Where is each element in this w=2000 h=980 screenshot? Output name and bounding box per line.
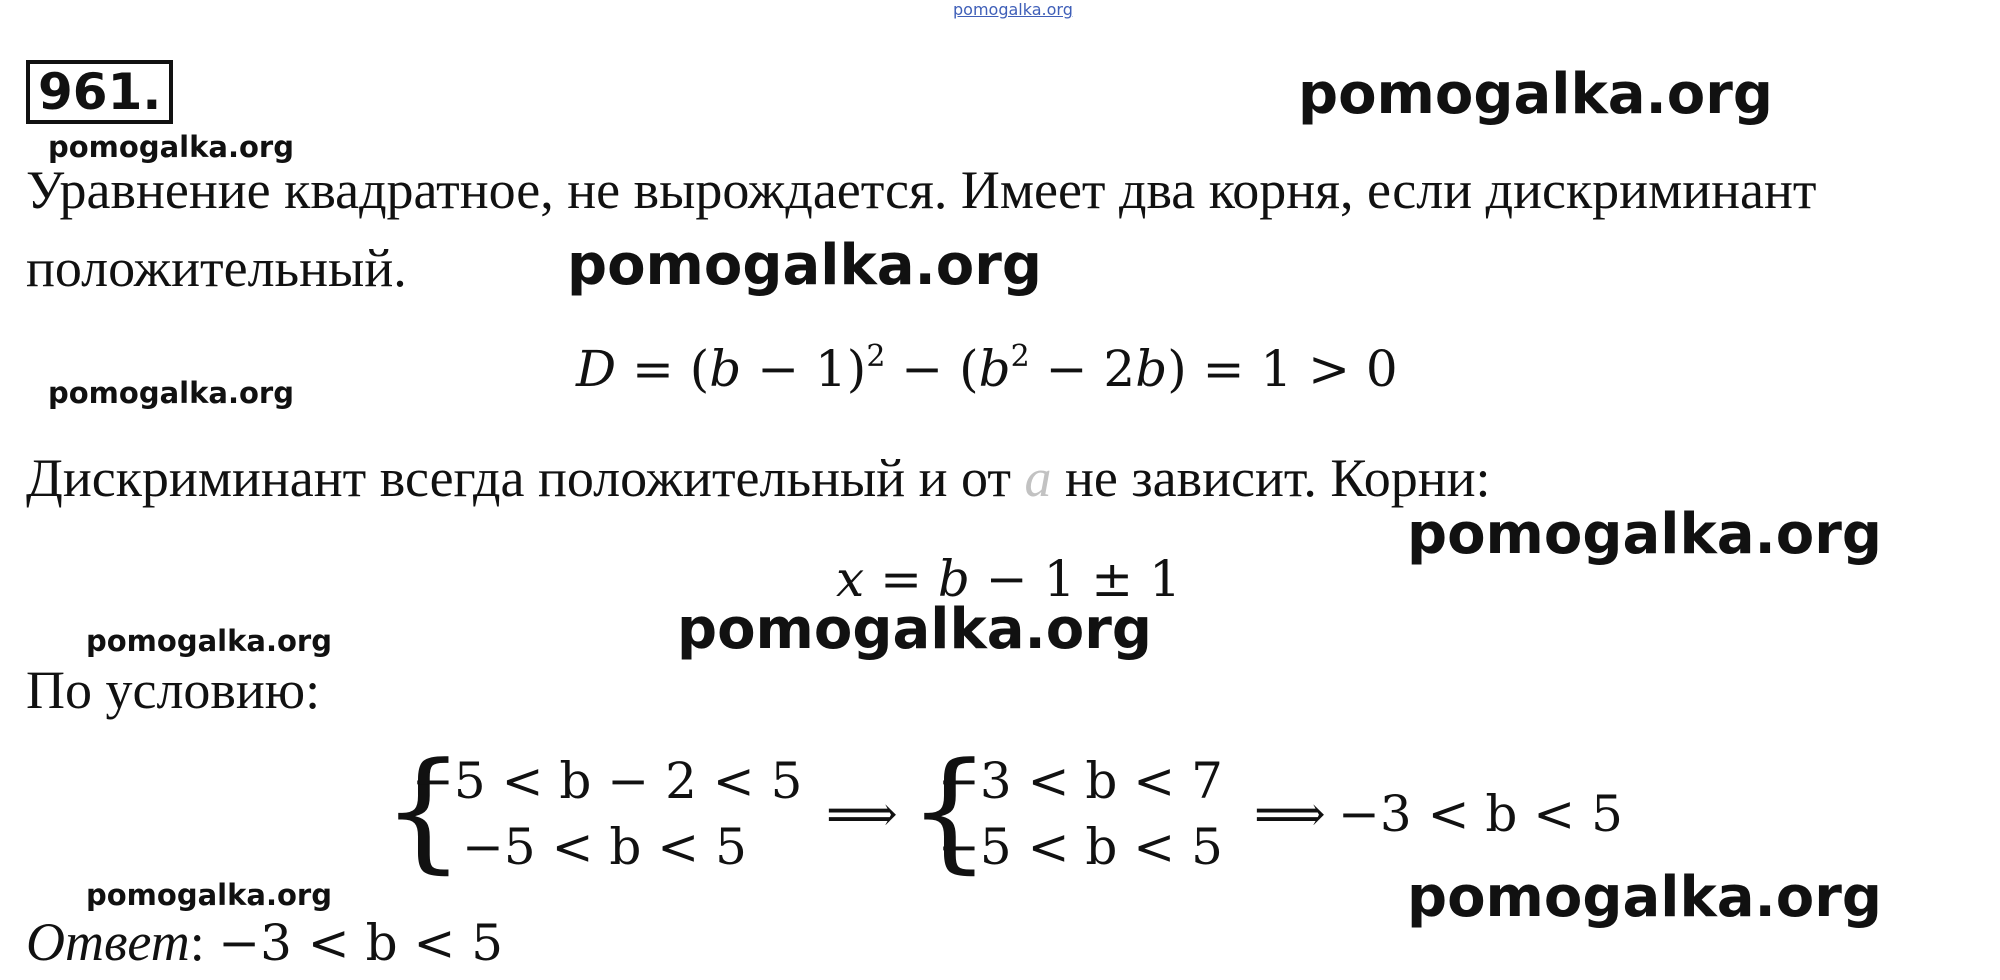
- condition-label: По условию:: [26, 660, 321, 720]
- system1-row1: −5 < b − 2 < 5: [412, 752, 803, 810]
- watermark: pomogalka.org: [48, 376, 294, 410]
- watermark: pomogalka.org: [677, 597, 1152, 662]
- math-text: = (: [616, 340, 710, 398]
- system-result: −3 < b < 5: [1338, 785, 1623, 843]
- top-watermark-link[interactable]: pomogalka.org: [953, 0, 1073, 19]
- discriminant-formula: [576, 340, 1398, 398]
- watermark: pomogalka.org: [86, 878, 332, 912]
- math-text: − 2: [1029, 340, 1136, 398]
- paragraph-text: Дискриминант всегда положительный и от: [26, 448, 1025, 508]
- roots-formula: [836, 550, 1181, 608]
- paragraph-line: Уравнение квадратное, не вырождается. Имеет два корня, если дискриминант: [26, 160, 1817, 220]
- answer-line: [26, 912, 503, 973]
- implies-arrow: ⟹: [1254, 785, 1326, 843]
- system2-row2: −5 < b < 5: [938, 818, 1223, 876]
- math-var: b: [978, 340, 1011, 398]
- watermark: pomogalka.org: [567, 233, 1042, 298]
- math-text: − 1): [741, 340, 867, 398]
- answer-value: −3 < b < 5: [218, 914, 504, 972]
- watermark: pomogalka.org: [1298, 62, 1773, 127]
- answer-colon: :: [189, 912, 219, 972]
- paragraph-text: не зависит. Корни:: [1051, 448, 1491, 508]
- math-text: =: [864, 550, 938, 608]
- math-text: ) = 1 > 0: [1167, 340, 1398, 398]
- math-text: − (: [885, 340, 979, 398]
- problem-number: 961.: [26, 60, 173, 124]
- left-brace: {: [382, 734, 465, 886]
- left-brace: {: [908, 734, 991, 886]
- paragraph-line: [26, 448, 1491, 508]
- math-exponent: 2: [1010, 339, 1030, 374]
- math-var: b: [1135, 340, 1168, 398]
- math-var: b: [937, 550, 970, 608]
- watermark: pomogalka.org: [86, 624, 332, 658]
- math-var: a: [1024, 448, 1052, 508]
- system1-row2: −5 < b < 5: [462, 818, 747, 876]
- system2-row1: −3 < b < 7: [938, 752, 1223, 810]
- math-text: − 1 ± 1: [969, 550, 1181, 608]
- answer-label: Ответ: [26, 912, 190, 972]
- math-var: b: [709, 340, 742, 398]
- watermark: pomogalka.org: [1407, 865, 1882, 930]
- watermark: pomogalka.org: [1407, 502, 1882, 567]
- implies-arrow: ⟹: [826, 785, 898, 843]
- math-var: x: [836, 550, 865, 608]
- watermark: pomogalka.org: [48, 130, 294, 164]
- paragraph-line: положительный.: [26, 238, 407, 298]
- math-exponent: 2: [866, 339, 886, 374]
- math-var: D: [576, 340, 617, 398]
